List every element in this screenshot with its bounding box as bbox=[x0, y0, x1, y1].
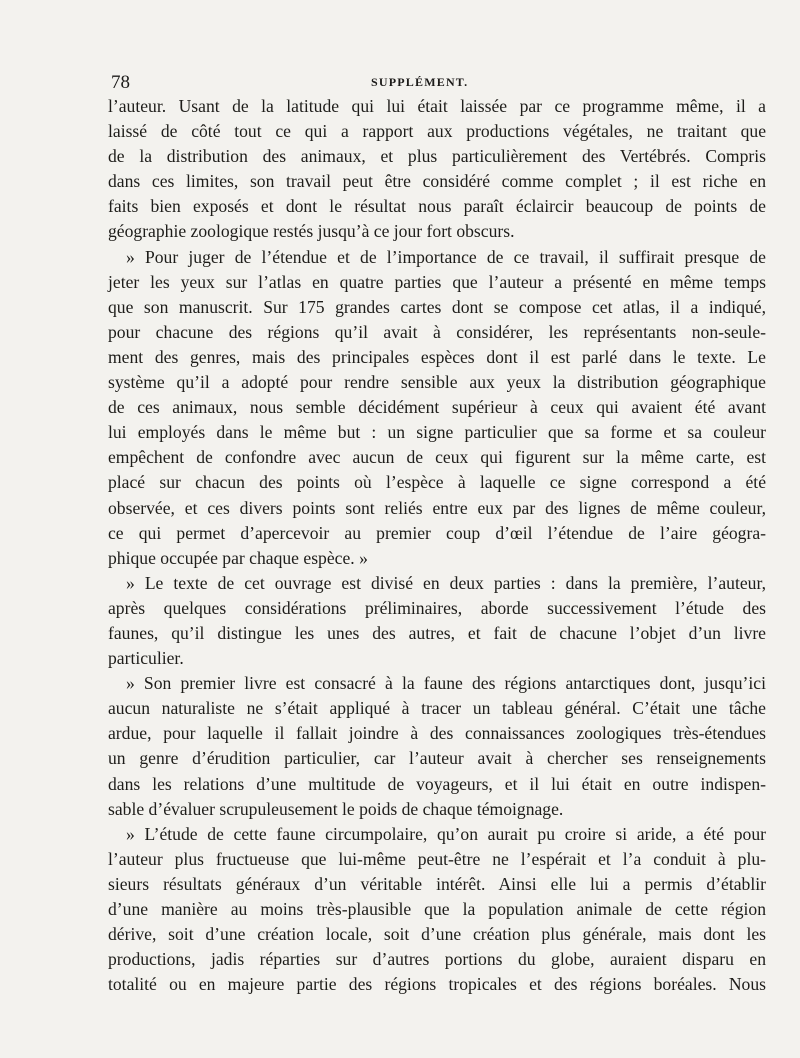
text-line: que son manuscrit. Sur 175 grandes cartes dont se compose cet atlas, il a indiqué, bbox=[108, 296, 766, 317]
page-header bbox=[111, 72, 766, 96]
text-line: dans les relations d’une multitude de voyageurs, et il lui était en outre indispen- bbox=[108, 773, 766, 794]
text-line: dérive, soit d’une création locale, soit d’une création plus générale, mais dont les bbox=[108, 924, 766, 945]
text-line: un genre d’érudition particulier, car l’auteur avait à chercher ses renseignements bbox=[108, 748, 766, 769]
text-line: phique occupée par chaque espèce. » bbox=[108, 547, 368, 568]
text-line: placé sur chacun des points où l’espèce à laquelle ce signe correspond a été bbox=[108, 472, 766, 493]
text-line: » Son premier livre est consacré à la faune des régions antarctiques dont, jusqu’ici bbox=[126, 673, 766, 694]
text-line: après quelques considérations préliminaires, aborde successivement l’étude des bbox=[108, 597, 766, 618]
text-line: sable d’évaluer scrupuleusement le poids de chaque témoignage. bbox=[108, 798, 564, 819]
text-line: de ces animaux, nous semble décidément supérieur à ceux qui avaient été avant bbox=[108, 397, 766, 418]
text-line: faits bien exposés et dont le résultat nous paraît éclaircir beaucoup de points de bbox=[108, 196, 766, 217]
text-line: particulier. bbox=[108, 648, 184, 669]
text-line: aucun naturaliste ne s’était appliqué à tracer un tableau général. C’était une tâche bbox=[108, 698, 766, 719]
text-line: de la distribution des animaux, et plus particulièrement des Vertébrés. Compris bbox=[108, 146, 766, 167]
text-line: » Pour juger de l’étendue et de l’importance de ce travail, il suffirait presque de bbox=[126, 246, 766, 267]
text-line: empêchent de confondre avec aucun de ceux qui figurent sur la même carte, est bbox=[108, 447, 766, 468]
text-line: laissé de côté tout ce qui a rapport aux productions végétales, ne traitant que bbox=[108, 121, 766, 142]
text-line: observée, et ces divers points sont reliés entre eux par des lignes de même couleur, bbox=[108, 497, 766, 518]
text-line: productions, jadis réparties sur d’autres portions du globe, auraient disparu en bbox=[108, 949, 766, 970]
text-line: » Le texte de cet ouvrage est divisé en deux parties : dans la première, l’auteur, bbox=[126, 572, 766, 593]
text-line: ment des genres, mais des principales espèces dont il est parlé dans le texte. Le bbox=[108, 346, 766, 367]
running-head: SUPPLÉMENT. bbox=[371, 75, 469, 89]
text-line: dans ces limites, son travail peut être considéré comme complet ; il est riche en bbox=[108, 171, 766, 192]
text-line: géographie zoologique restés jusqu’à ce jour fort obscurs. bbox=[108, 221, 515, 242]
text-line: faunes, qu’il distingue les unes des autres, et fait de chacune l’objet d’un livre bbox=[108, 622, 766, 643]
text-line: ardue, pour laquelle il fallait joindre à des connaissances zoologiques très-étendues bbox=[108, 723, 766, 744]
page-number: 78 bbox=[111, 72, 130, 93]
text-line: ce qui permet d’apercevoir au premier coup d’œil l’étendue de l’aire géogra- bbox=[108, 522, 766, 543]
text-line: sieurs résultats généraux d’un véritable intérêt. Ainsi elle lui a permis d’établir bbox=[108, 873, 766, 894]
text-line: » L’étude de cette faune circumpolaire, qu’on aurait pu croire si aride, a été pour bbox=[126, 823, 766, 844]
text-line: lui employés dans le même but : un signe particulier que sa forme et sa couleur bbox=[108, 422, 766, 443]
text-line: pour chacune des régions qu’il avait à considérer, les représentants non-seule- bbox=[108, 321, 766, 342]
text-line: l’auteur. Usant de la latitude qui lui était laissée par ce programme même, il a bbox=[108, 96, 766, 116]
text-line: système qu’il a adopté pour rendre sensible aux yeux la distribution géographique bbox=[108, 372, 766, 393]
text-line: d’une manière au moins très-plausible que la population animale de cette région bbox=[108, 899, 766, 919]
body-text bbox=[108, 94, 766, 997]
text-line: jeter les yeux sur l’atlas en quatre parties que l’auteur a présenté en même temps bbox=[108, 271, 766, 292]
text-line: l’auteur plus fructueuse que lui-même peut-être ne l’espérait et l’a conduit à plu- bbox=[108, 848, 766, 869]
text-line: totalité ou en majeure partie des régions tropicales et des régions boréales. Nous bbox=[108, 974, 766, 995]
